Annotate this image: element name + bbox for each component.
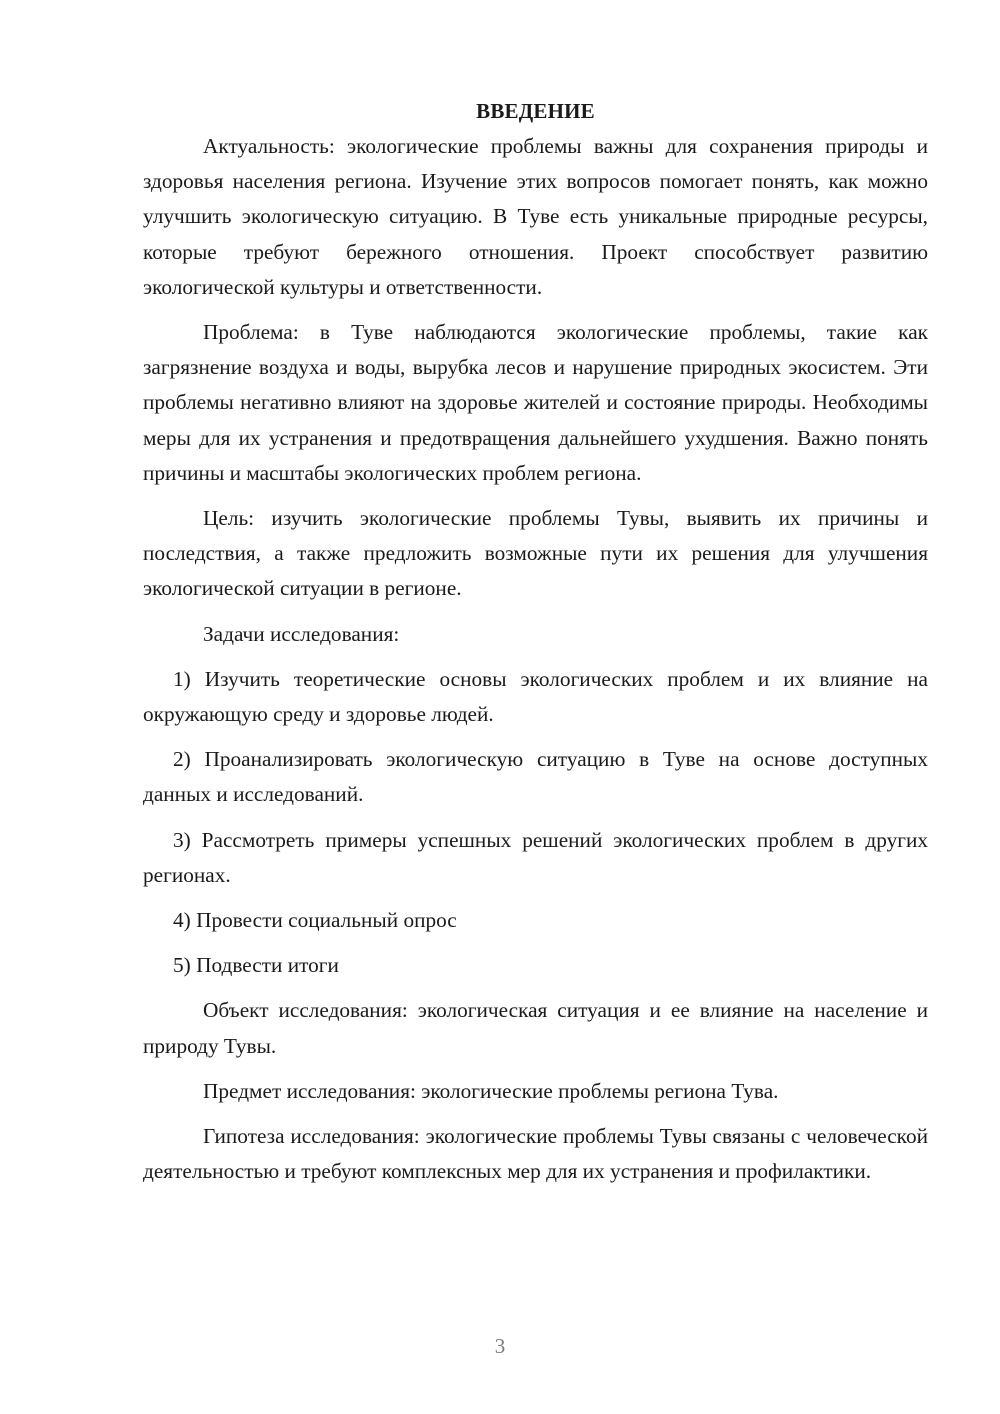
paragraph-subject: Предмет исследования: экологические проблемы региона Тува. xyxy=(203,1078,779,1103)
document-page xyxy=(143,94,928,1199)
paragraph-object: Объект исследования: экологическая ситуация и ее влияние на население и природу Тувы. xyxy=(143,998,928,1058)
task-item-2: 2) Проанализировать экологическую ситуацию в Туве на основе доступных данных и исследований. xyxy=(143,747,928,807)
paragraph-relevance: Актуальность: экологические проблемы важны для сохранения природы и здоровья населения региона. Изучение этих вопросов помогает понять, как можно улучшить экологическую ситуацию. В Туве есть уникальные природные ресурсы, которые требуют бережного отношения. Проект способствует развитию экологической культуры и ответственности. xyxy=(143,134,928,299)
task-item-1: 1) Изучить теоретические основы экологических проблем и их влияние на окружающую среду и здоровье людей. xyxy=(143,666,928,727)
paragraph-hypothesis: Гипотеза исследования: экологические проблемы Тувы связаны с человеческой деятельностью и требуют комплексных мер для их устранения и профилактики. xyxy=(143,1124,928,1184)
task-item-5: 5) Подвести итоги xyxy=(173,953,339,978)
paragraph-tasks-heading: Задачи исследования: xyxy=(203,621,400,646)
task-item-4: 4) Провести социальный опрос xyxy=(173,908,457,933)
paragraph-problem: Проблема: в Туве наблюдаются экологические проблемы, такие как загрязнение воздуха и воды, вырубка лесов и нарушение природных экосистем. Эти проблемы негативно влияют на здоровье жителей и состояние природы. Необходимы меры для их устранения и предотвращения дальнейшего ухудшения. Важно понять причины и масштабы экологических проблем региона. xyxy=(143,320,928,485)
page-title: ВВЕДЕНИЕ xyxy=(476,99,595,123)
task-item-3: 3) Рассмотреть примеры успешных решений экологических проблем в других регионах. xyxy=(143,827,928,887)
paragraph-goal: Цель: изучить экологические проблемы Тувы, выявить их причины и последствия, а также предложить возможные пути их решения для улучшения экологической ситуации в регионе. xyxy=(143,506,928,601)
page-number: 3 xyxy=(494,1334,506,1358)
